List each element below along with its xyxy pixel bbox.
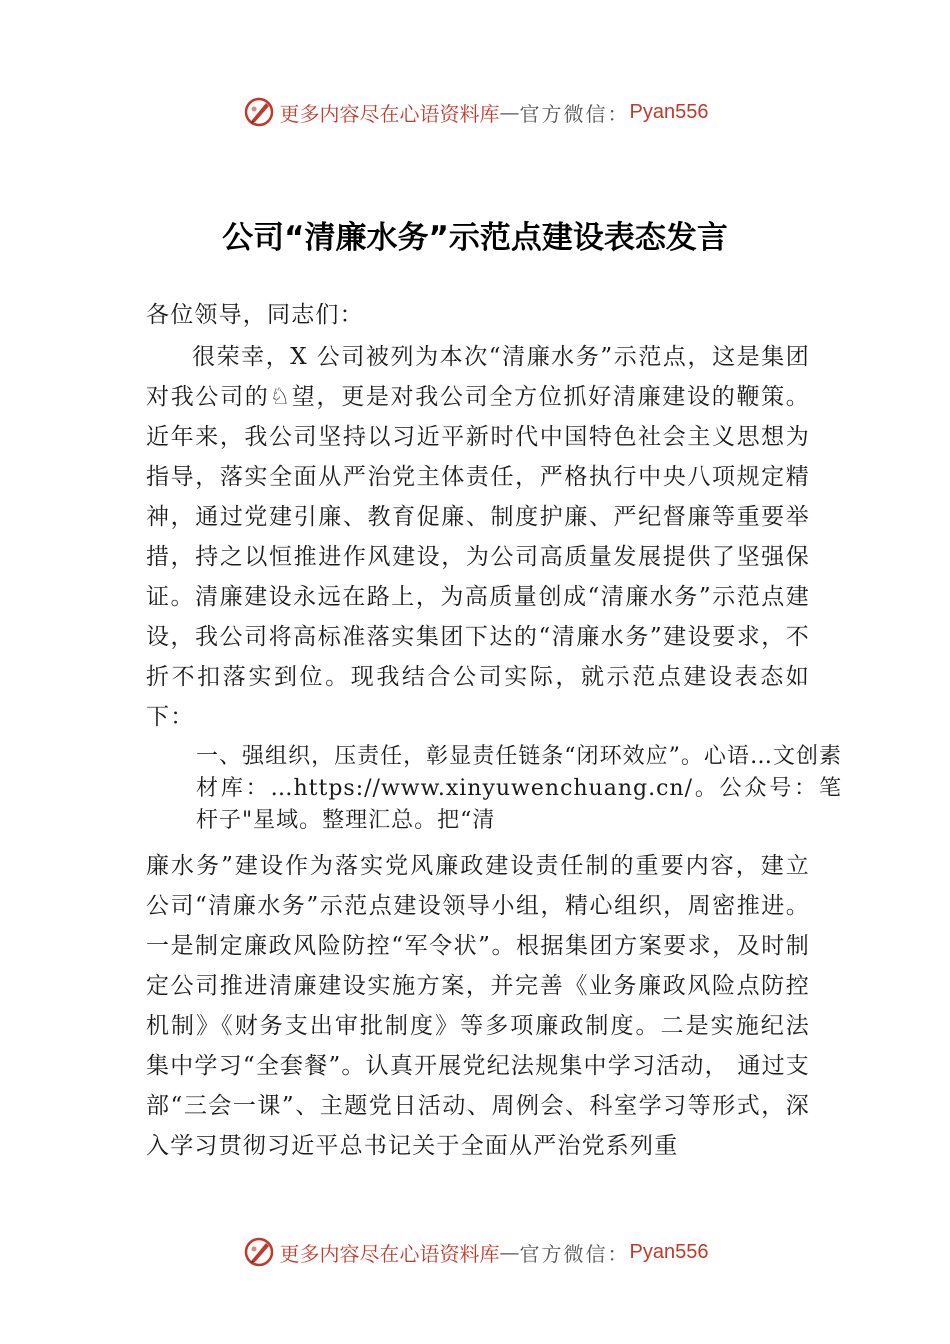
banner-wechat-id: Pyan556 [629,100,709,123]
paragraph-section-body: 廉水务”建设作为落实党风廉政建设责任制的重要内容，建立公司“清廉水务”示范点建设领导小组，精心组织，周密推进。一是制定廉政风险防控“军令状”。根据集团方案要求，及时制定公司推进清廉建设实施方案，并完善《业务廉政风险点防控机制》《财务支出审批制度》等多项廉政制度。二是实施纪法集中学习“全套餐”。认真开展党纪法规集中学习活动， 通过支部“三会一课”、主题党日活动、周例会、科室学习等形式，深入学习贯彻习近平总书记关于全面从严治党系列重 [146,853,810,1159]
footer-banner-wechat-id: Pyan556 [629,1240,709,1263]
banner-wechat-label: 官方微信： [519,101,630,126]
pen-logo-icon [242,1235,276,1269]
greeting: 各位领导，同志们： [146,302,364,328]
paragraph-section-heading: 一、强组织，压责任，彰显责任链条“闭环效应”。心语…文创素材库：…https://www.xinyuwenchuang.cn/。公众号：笔杆子"星域。整理汇总。把“清 [196,744,842,833]
pen-logo-icon [242,95,276,129]
document-title: 公司“清廉水务”示范点建设表态发言 [222,220,728,256]
footer-banner-text: 更多内容尽在心语资料库 [279,1241,500,1266]
banner-separator: — [499,100,520,124]
header-banner [0,92,950,132]
banner-text: 更多内容尽在心语资料库 [279,101,500,126]
footer-banner [0,1232,950,1272]
footer-banner-wechat-label: 官方微信： [519,1241,630,1266]
footer-banner-separator: — [499,1240,520,1264]
paragraph-intro: 很荣幸，X 公司被列为本次“清廉水务”示范点，这是集团对我公司的♘望，更是对我公司全方位抓好清廉建设的鞭策。近年来，我公司坚持以习近平新时代中国特色社会主义思想为指导，落实全面从严治党主体责任，严格执行中央八项规定精神，通过党建引廉、教育促廉、制度护廉、严纪督廉等重要举措，持之以恒推进作风建设，为公司高质量发展提供了坚强保证。清廉建设永远在路上，为高质量创成“清廉水务”示范点建设，我公司将高标准落实集团下达的“清廉水务”建设要求，不折不扣落实到位。现我结合公司实际，就示范点建设表态如下： [146,344,810,730]
